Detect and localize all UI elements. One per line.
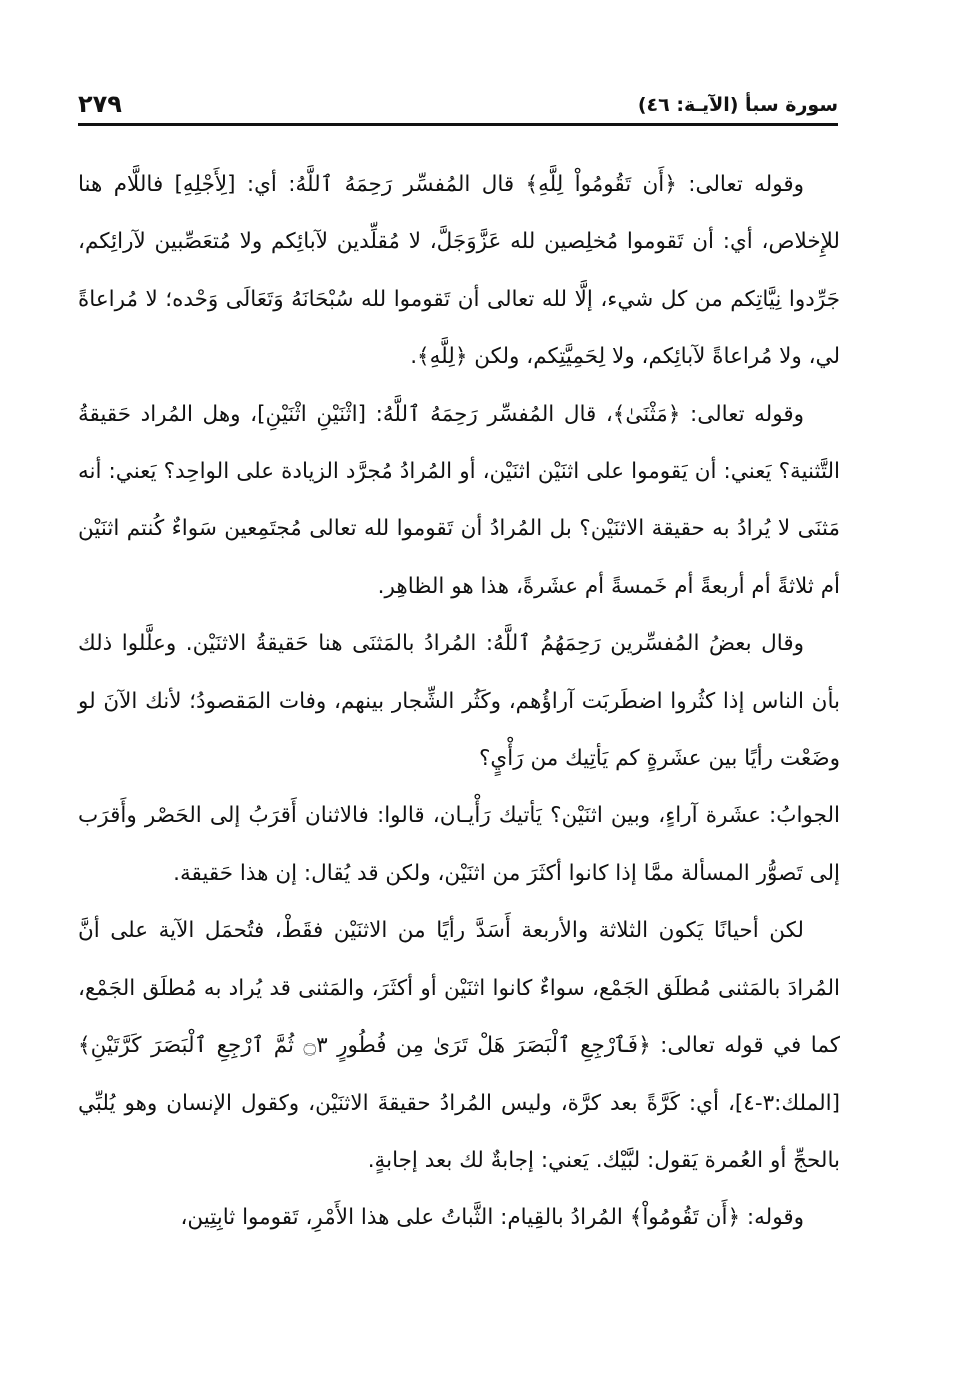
paragraph-3: وقال بعضُ المُفسِّرين رَحِمَهُمُ ٱللَّهُ: المُرادُ بالمَثنَى هنا حَقيقةُ الاثنَيْن. وعلَّلوا ذلك بأن الناس إذا كثُروا اضطَربَت آراؤُهم، وكَثُر الشِّجار بينهم، وفات المَقصودُ؛ لأنك الآنَ لو وضَعْت رأيًا بين عشَرةٍ كم يَأتِيك من رَأْيٍ؟ [78, 631, 840, 772]
paragraph-5: لكن أحيانًا يَكون الثلاثة والأربعة أَسَدَّ رأيًا من الاثنَيْن فقَطْ، فتُحمَل الآية على أنَّ المُرادَ بالمَثنى مُطلَق الجَمْع، سواءٌ كانوا اثنَيْن أو أكثَرَ، والمَثنى قد يُراد به مُطلَق الجَمْع، كما في قوله تعالى: ﴿فَٱرْجِعِ ٱلْبَصَرَ هَلْ تَرَىٰ مِن فُطُورٍ ۝٣ ثُمَّ ٱرْجِعِ ٱلْبَصَرَ كَرَّتَيْنِ﴾ [الملك:٣-٤]، أي: كَرَّةً بعد كرَّة، وليس المُرادُ حقيقةَ الاثنَيْن، وكقول الإنسان وهو يُلبِّي بالحجِّ أو العُمرة يَقول: لبَّيْك. يَعني: إجابةٌ لك بعد إجابةٍ. [78, 918, 840, 1173]
header-divider [78, 123, 838, 126]
running-title: سورة سبأ (الآيـة: ٤٦) [637, 94, 838, 116]
paragraph-4: الجوابُ: عشَرة آراءٍ، وبين اثنَيْن؟ يَأتيك رَأْيـان، قالوا: فالاثنان أَقرَبُ إلى الحَصْر وأَقرَب إلى تَصوُّر المسألة ممَّا إذا كانوا أكثَرَ من اثنَيْن، ولكن قد يُقال: إن هذا حَقيقة. [78, 803, 840, 886]
paragraph-6: وقوله: ﴿أَن تَقُومُواْ﴾ المُرادُ بالقِيام: الثَّباتُ على هذا الأَمْرِ، تَقوموا ثابِتِين، [180, 1205, 804, 1231]
paragraph-2: وقوله تعالى: ﴿مَثْنَىٰ﴾، قال المُفسِّر رَحِمَهُ ٱللَّهُ: [اثْنَيْنِ اثْنَيْنِ]، وهل المُراد حَقيقةُ التَّثنية؟ يَعني: أن يَقوموا على اثنَيْن اثنَيْن، أو المُرادُ مُجرَّد الزيادة على الواحِد؟ يَعني: أنه مَثنَى لا يُرادُ به حقيقة الاثنَيْن؟ بل المُرادُ أن تَقوموا لله تعالى مُجتَمِعين سَواءٌ كُنتم اثنَيْن أم ثلاثةً أم أربعةً أم خَمسةً أم عشَرةً، هذا هو الظاهِر. [78, 401, 840, 599]
paragraph-1: وقوله تعالى: ﴿أَن تَقُومُواْ لِلَّهِ﴾ قال المُفسِّر رَحِمَهُ ٱللَّهُ: أي: [لِأَجْلِهِ] فاللَّام هنا للإِخلاص، أي: أن تَقوموا مُخلِصين لله عَزَّوَجَلَّ، لا مُقلِّدين لآبائِكم ولا مُتعَصِّبين لآرائِكم، جَرِّدوا نِيَّاتِكم من كل شيء، إلَّا لله تعالى أن تَقوموا لله سُبْحَانَهُ وَتَعَالَى وَحْده؛ لا مُراعاةً لي، ولا مُراعاةً لآبائِكم، ولا لِحَمِيَّتِكم، ولكن ﴿لِلَّهِ﴾. [78, 172, 840, 370]
page-number: ٢٧٩ [78, 90, 122, 118]
page-header [78, 86, 838, 126]
page-body [78, 156, 840, 1247]
